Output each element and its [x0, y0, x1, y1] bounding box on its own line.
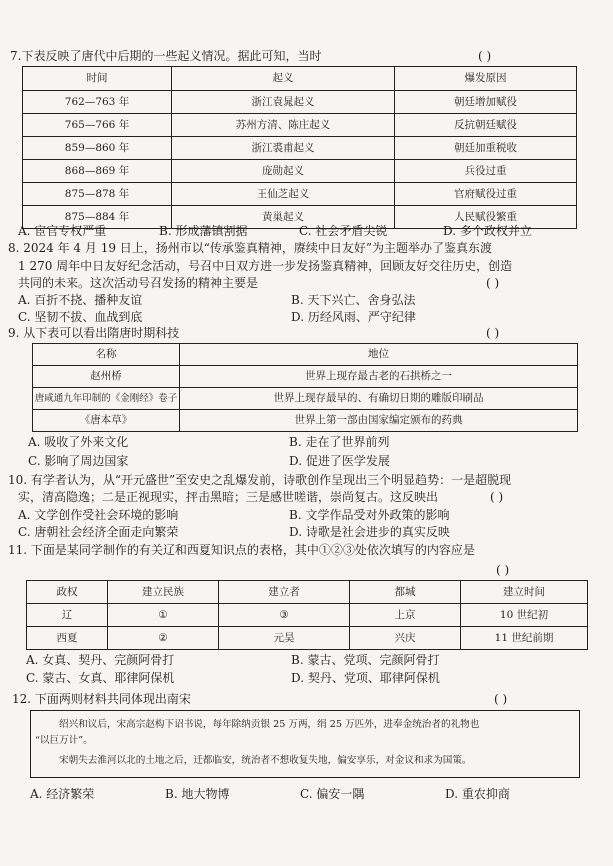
table-cell: 王仙芝起义: [172, 183, 395, 206]
table-cell: 朝廷增加赋役: [395, 91, 577, 114]
table-cell: 庞勋起义: [172, 160, 395, 183]
table-cell: ③: [219, 604, 350, 627]
table-row: [33, 388, 578, 410]
q8-option-c[interactable]: C. 坚韧不拔、血战到底: [18, 310, 143, 324]
table-cell: 875—878 年: [23, 183, 172, 206]
q11-option-d[interactable]: D. 契丹、党项、耶律阿保机: [291, 671, 440, 685]
q8-option-d[interactable]: D. 历经风雨、严守纪律: [291, 310, 416, 324]
q7-option-d[interactable]: D. 多个政权并立: [443, 224, 532, 238]
q12-material-line3: 宋朝失去淮河以北的土地之后，迁都临安，统治者不想收复失地，偏安享乐，对金议和求为国策。: [59, 755, 472, 766]
q12-material-line1: 绍兴和议后，宋高宗赵构下诏书说，每年除纳贡银 25 万两，绢 25 万匹外，进奉金统治者的礼物也: [59, 719, 480, 730]
table-cell: 辽: [27, 604, 108, 627]
table-row: [33, 366, 578, 388]
q10-option-d[interactable]: D. 诗歌是社会进步的真实反映: [289, 525, 450, 539]
q10-answer-paren[interactable]: ( ): [490, 490, 504, 504]
q11-option-b[interactable]: B. 蒙古、党项、完颜阿骨打: [291, 653, 440, 667]
q7-option-a[interactable]: A. 宦官专权严重: [18, 224, 107, 238]
table-row: [23, 160, 577, 183]
table-row: [27, 627, 588, 650]
table-cell: 苏州方清、陈庄起义: [172, 114, 395, 137]
q7-option-b[interactable]: B. 形成藩镇割据: [159, 224, 248, 238]
table-cell: 兴庆: [350, 627, 461, 650]
q11-answer-paren[interactable]: ( ): [496, 563, 510, 577]
q11-option-c[interactable]: C. 蒙古、女真、耶律阿保机: [26, 671, 175, 685]
q9-option-b[interactable]: B. 走在了世界前列: [289, 435, 390, 449]
table-cell: 10 世纪初: [461, 604, 588, 627]
q7-answer-paren[interactable]: ( ): [478, 49, 492, 63]
q9-stem: 9. 从下表可以看出隋唐时期科技: [8, 326, 180, 340]
q7-header-cause: 爆发原因: [395, 67, 577, 91]
table-cell: 官府赋役过重: [395, 183, 577, 206]
q7-header-uprising: 起义: [172, 67, 395, 91]
table-row: [33, 410, 578, 432]
q7-header-time: 时间: [23, 67, 172, 91]
table-cell: 黄巢起义: [172, 206, 395, 229]
table-cell: 兵役过重: [395, 160, 577, 183]
q12-option-d[interactable]: D. 重农抑商: [445, 787, 510, 801]
q11-header-founder: 建立者: [219, 581, 350, 604]
table-cell: 元昊: [219, 627, 350, 650]
q7-stem: 7.下表反映了唐代中后期的一些起义情况。据此可知，当时: [10, 49, 322, 63]
q10-stem-line2: 实，清高隐逸；二是正视现实，抨击黑暗；三是感世嗟谐，崇尚复古。这反映出: [18, 490, 439, 504]
q9-option-a[interactable]: A. 吸收了外来文化: [28, 435, 129, 449]
table-cell: 反抗朝廷赋役: [395, 114, 577, 137]
q11-stem: 11. 下面是某同学制作的有关辽和西夏知识点的表格，其中①②③处依次填写的内容应是: [8, 543, 475, 557]
q11-header-founded: 建立时间: [461, 581, 588, 604]
table-cell: 赵州桥: [33, 366, 180, 388]
table-row: [23, 183, 577, 206]
table-cell: 西夏: [27, 627, 108, 650]
q9-table: [32, 343, 578, 432]
q7-table: [22, 66, 577, 229]
q11-header-regime: 政权: [27, 581, 108, 604]
table-cell: 《唐本草》: [33, 410, 180, 432]
table-cell: 世界上现存最早的、有确切日期的雕版印刷品: [180, 388, 578, 410]
q12-material-box: [30, 710, 580, 778]
q7-option-c[interactable]: C. 社会矛盾尖锐: [299, 224, 388, 238]
table-cell: 11 世纪前期: [461, 627, 588, 650]
table-cell: ①: [108, 604, 219, 627]
table-cell: ②: [108, 627, 219, 650]
table-cell: 世界上第一部由国家编定颁布的药典: [180, 410, 578, 432]
table-header-row: [33, 344, 578, 366]
q8-answer-paren[interactable]: ( ): [486, 276, 500, 290]
table-cell: 唐咸通九年印制的《金刚经》卷子: [33, 388, 180, 410]
table-cell: 上京: [350, 604, 461, 627]
q9-option-d[interactable]: D. 促进了医学发展: [289, 454, 390, 468]
q10-option-b[interactable]: B. 文学作品受对外政策的影响: [289, 508, 450, 522]
table-cell: 浙江袁晁起义: [172, 91, 395, 114]
q8-stem-line1: 8. 2024 年 4 月 19 日上，扬州市以“传承鉴真精神，赓续中日友好”为主题举办了鉴真东渡: [8, 241, 493, 255]
q11-table: [26, 580, 588, 650]
table-cell: 浙江裘甫起义: [172, 137, 395, 160]
q10-stem-line1: 10. 有学者认为，从“开元盛世”至安史之乱爆发前，诗歌创作呈现出三个明显趋势：一是超脱现: [8, 473, 512, 487]
table-header-row: [23, 67, 577, 91]
q12-option-b[interactable]: B. 地大物博: [165, 787, 230, 801]
q9-option-c[interactable]: C. 影响了周边国家: [28, 454, 129, 468]
q12-option-c[interactable]: C. 偏安一隅: [300, 787, 365, 801]
q8-stem-line2: 1 270 周年中日友好纪念活动，号召中日双方进一步发扬鉴真精神，回顾友好交往历史，创造: [18, 259, 513, 273]
table-row: [23, 114, 577, 137]
table-row: [23, 137, 577, 160]
table-row: [27, 604, 588, 627]
q12-material-line2: “以巨万计”。: [35, 735, 93, 746]
table-cell: 859—860 年: [23, 137, 172, 160]
q11-header-ethnic: 建立民族: [108, 581, 219, 604]
table-cell: 762—763 年: [23, 91, 172, 114]
q8-option-b[interactable]: B. 天下兴亡、舍身弘法: [291, 293, 416, 307]
table-cell: 朝廷加重税收: [395, 137, 577, 160]
q12-answer-paren[interactable]: ( ): [494, 692, 508, 706]
table-cell: 人民赋役繁重: [395, 206, 577, 229]
q9-answer-paren[interactable]: ( ): [486, 326, 500, 340]
q9-header-name: 名称: [33, 344, 180, 366]
table-cell: 世界上现存最古老的石拱桥之一: [180, 366, 578, 388]
q12-stem: 12. 下面两则材料共同体现出南宋: [12, 692, 191, 706]
q8-stem-line3: 共同的未来。这次活动号召发扬的精神主要是: [18, 276, 259, 290]
q11-header-capital: 都城: [350, 581, 461, 604]
table-cell: 875—884 年: [23, 206, 172, 229]
table-cell: 765—766 年: [23, 114, 172, 137]
q11-option-a[interactable]: A. 女真、契丹、完颜阿骨打: [26, 653, 175, 667]
table-header-row: [27, 581, 588, 604]
table-row: [23, 91, 577, 114]
table-cell: 868—869 年: [23, 160, 172, 183]
q8-option-a[interactable]: A. 百折不挠、播种友谊: [18, 293, 143, 307]
q9-header-status: 地位: [180, 344, 578, 366]
q10-option-a[interactable]: A. 文学创作受社会环境的影响: [18, 508, 179, 522]
q10-option-c[interactable]: C. 唐朝社会经济全面走向繁荣: [18, 525, 179, 539]
q12-option-a[interactable]: A. 经济繁荣: [30, 787, 95, 801]
